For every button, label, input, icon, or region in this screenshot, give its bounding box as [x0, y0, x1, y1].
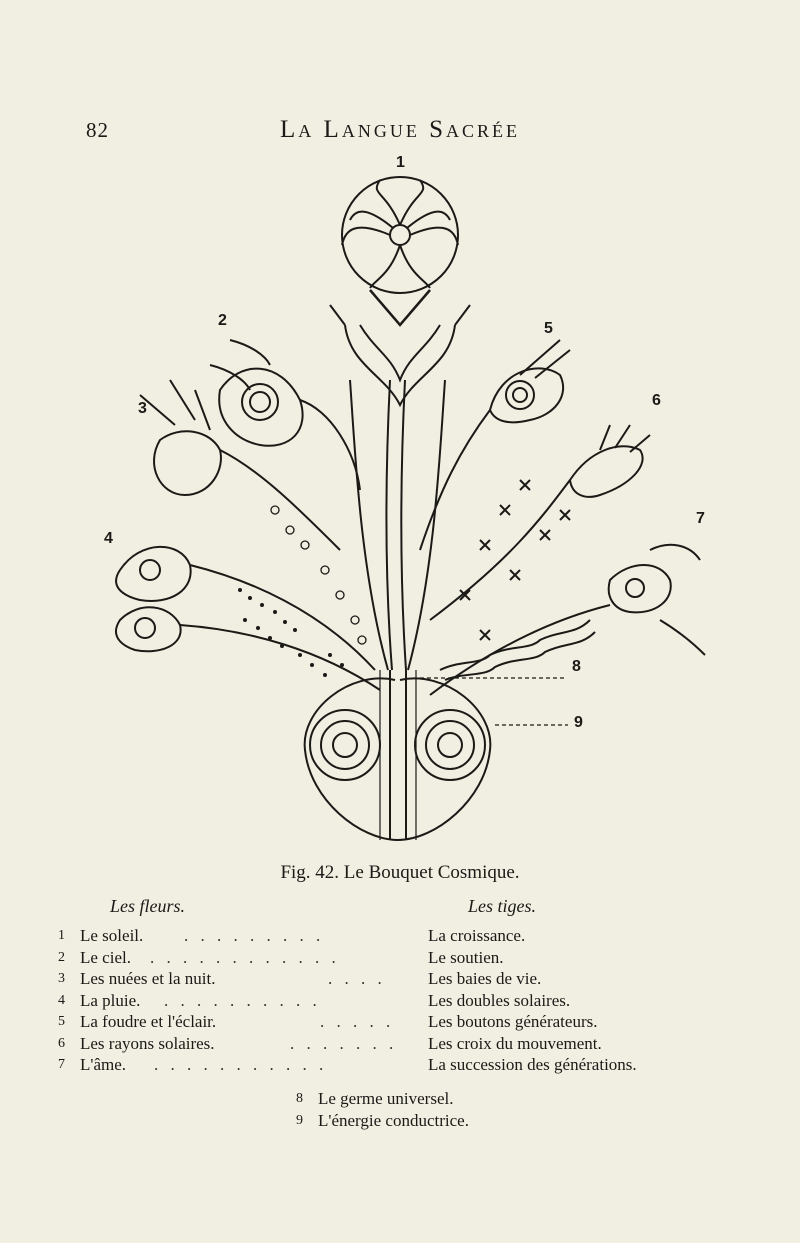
- figure-label-2: 2: [218, 312, 227, 329]
- row-number: 2: [58, 949, 65, 965]
- dot-leader: . . . . . . . . . . . .: [150, 947, 340, 967]
- figure-label-9: 9: [574, 714, 583, 731]
- figure-label-7: 7: [696, 510, 705, 527]
- legend-table: [58, 925, 758, 1076]
- dot-leader: . . . . . . .: [290, 1033, 398, 1053]
- flower-text: La pluie.: [80, 990, 141, 1010]
- row-number: 3: [58, 971, 65, 986]
- extra-row: [296, 1110, 556, 1132]
- extra-text: Le germe universel.: [318, 1089, 454, 1108]
- row-number: 7: [58, 1057, 65, 1072]
- running-title: La Langue Sacrée: [280, 116, 520, 143]
- cosmic-bouquet-illustration: [100, 150, 720, 860]
- legend-row: [58, 925, 758, 947]
- dot-leader: . . . . .: [320, 1012, 395, 1031]
- legend-row: [58, 990, 758, 1012]
- flower-text: La foudre et l'éclair.: [80, 1012, 217, 1031]
- stems-heading: Les tiges.: [468, 896, 537, 916]
- stem-text: La succession des générations.: [428, 1055, 637, 1074]
- figure-label-8: 8: [572, 658, 581, 675]
- flower-text: L'âme.: [80, 1055, 127, 1074]
- stem-text: Les croix du mouvement.: [428, 1033, 602, 1053]
- flower-text: Les rayons solaires.: [80, 1033, 215, 1053]
- stem-text: Les doubles solaires.: [428, 990, 571, 1010]
- dot-leader: . . . . . . . . . .: [164, 990, 321, 1010]
- flower-text: Les nuées et la nuit.: [80, 969, 216, 988]
- page-number: 82: [86, 118, 109, 142]
- extra-row: [296, 1088, 556, 1110]
- dot-leader: . . . .: [328, 969, 386, 988]
- figure-caption: Fig. 42. Le Bouquet Cosmique.: [280, 862, 520, 883]
- dot-leader: . . . . . . . . .: [184, 926, 325, 945]
- figure-label-1: 1: [396, 154, 405, 171]
- flowers-heading: Les fleurs.: [110, 896, 186, 916]
- figure-label-3: 3: [138, 400, 147, 417]
- stem-text: Les boutons générateurs.: [428, 1012, 598, 1031]
- row-number: 4: [58, 992, 65, 1008]
- figure-label-6: 6: [652, 392, 661, 409]
- figure-label-5: 5: [544, 320, 553, 337]
- legend-row: [58, 1054, 758, 1076]
- stem-text: Le soutien.: [428, 947, 504, 967]
- figure-label-4: 4: [104, 530, 113, 547]
- legend-row: [58, 968, 758, 990]
- row-number: 8: [296, 1091, 303, 1106]
- stem-text: Les baies de vie.: [428, 969, 542, 988]
- stem-text: La croissance.: [428, 926, 526, 945]
- row-number: 5: [58, 1014, 65, 1029]
- row-number: 9: [296, 1112, 303, 1128]
- bouquet-drawing: [100, 150, 720, 860]
- dot-leader: . . . . . . . . . . .: [154, 1055, 328, 1074]
- legend-row: [58, 1033, 758, 1055]
- legend-row: [58, 1011, 758, 1033]
- row-number: 1: [58, 928, 65, 943]
- legend-row: [58, 947, 758, 969]
- flower-text: Le ciel.: [80, 947, 131, 967]
- row-number: 6: [58, 1035, 65, 1051]
- extra-text: L'énergie conductrice.: [318, 1110, 469, 1130]
- flower-text: Le soleil.: [80, 926, 144, 945]
- extra-legend: [296, 1088, 556, 1131]
